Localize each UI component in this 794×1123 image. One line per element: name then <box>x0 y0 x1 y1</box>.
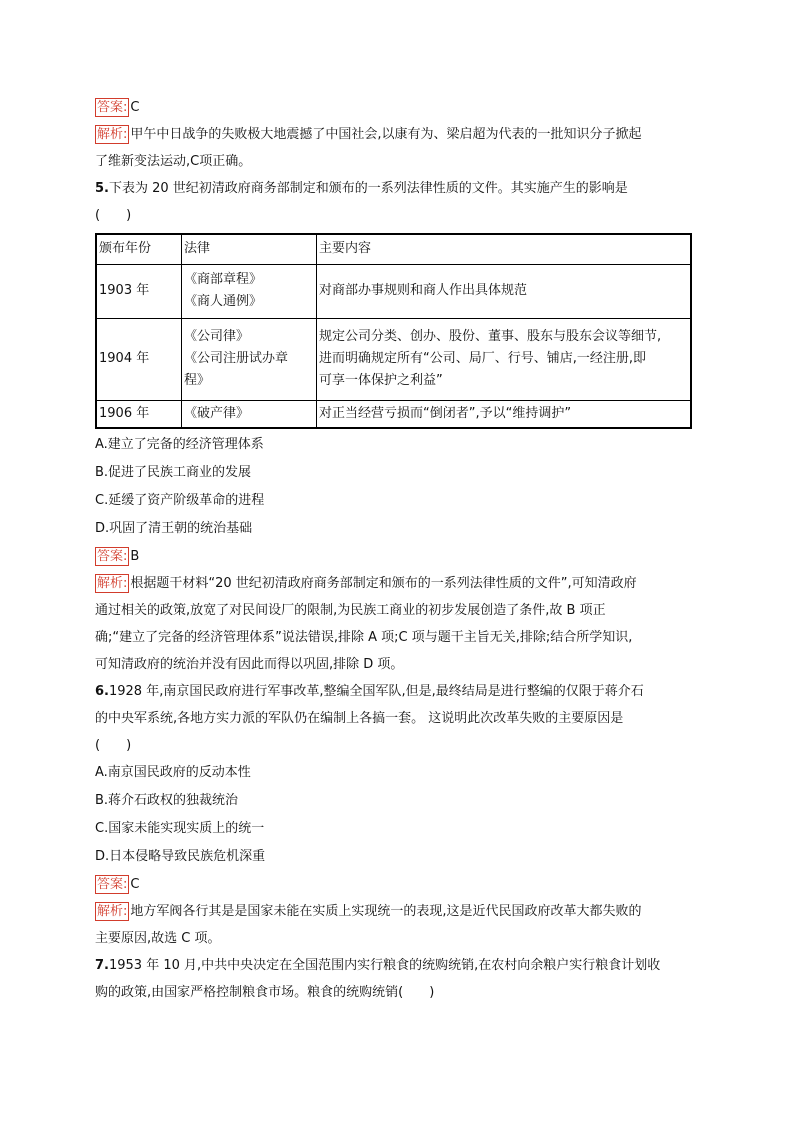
table-cell-laws: 《破产律》 <box>182 400 317 428</box>
q6-stem <box>95 678 700 705</box>
stem-text: 下表为 20 世纪初清政府商务部制定和颁布的一系列法律性质的文件。其实施产生的影响是 <box>108 181 628 196</box>
analysis-text: 主要原因,故选 C 项。 <box>95 931 221 946</box>
question-number: 5. <box>95 181 109 196</box>
table-row <box>96 264 691 318</box>
answer-value: B <box>130 549 140 564</box>
table-header: 颁布年份 <box>96 234 182 264</box>
stem-text: 1928 年,南京国民政府进行军事改革,整编全国军队,但是,最终结局是进行整编的仅限于蒋介石 <box>108 684 644 699</box>
stem-text: 的中央军系统,各地方实力派的军队仍在编制上各搞一套。 这说明此次改革失败的主要原因是 <box>95 711 624 726</box>
answer-value: C <box>130 877 140 892</box>
analysis-tag: 解析: <box>97 576 128 591</box>
analysis-text: 可知清政府的统治并没有因此而得以巩固,排除 D 项。 <box>95 657 404 672</box>
analysis-tag: 解析: <box>97 127 128 142</box>
table-cell-content <box>317 318 692 400</box>
table-cell-laws <box>182 264 317 318</box>
analysis-text: 确;“建立了完备的经济管理体系”说法错误,排除 A 项;C 项与题干主旨无关,排除;结合所学知识, <box>95 630 633 645</box>
option-b: B.促进了民族工商业的发展 <box>95 465 252 480</box>
law-name: 《商人通例》 <box>184 294 263 309</box>
option-d: D.日本侵略导致民族危机深重 <box>95 849 266 864</box>
law-name: 《商部章程》 <box>184 272 263 287</box>
answer-blank: ( ) <box>95 208 132 223</box>
table-cell-content: 对商部办事规则和商人作出具体规范 <box>317 264 692 318</box>
law-name: 程》 <box>184 373 211 388</box>
option-c: C.国家未能实现实质上的统一 <box>95 821 265 836</box>
q6-answer <box>95 871 700 898</box>
stem-text: 购的政策,由国家严格控制粮食市场。粮食的统购统销( ) <box>95 985 435 1000</box>
q6-analysis <box>95 898 700 925</box>
table-header: 法律 <box>182 234 317 264</box>
table-cell-laws <box>182 318 317 400</box>
content-line: 可享一体保护之利益” <box>319 373 443 388</box>
table-header-row <box>96 234 691 264</box>
q5-answer <box>95 543 700 570</box>
answer-tag: 答案: <box>97 877 128 892</box>
analysis-text: 通过相关的政策,放宽了对民间设厂的限制,为民族工商业的初步发展创造了条件,故 B 项正 <box>95 603 606 618</box>
table-cell-year: 1904 年 <box>96 318 182 400</box>
table-row <box>96 400 691 428</box>
option-d: D.巩固了清王朝的统治基础 <box>95 521 253 536</box>
table-cell-content: 对正当经营亏损而“倒闭者”,予以“维持调护” <box>317 400 692 428</box>
option-b: B.蒋介石政权的独裁统治 <box>95 793 239 808</box>
analysis-text: 了维新变法运动,C项正确。 <box>95 154 252 169</box>
option-c: C.延缓了资产阶级革命的进程 <box>95 493 265 508</box>
q4-analysis <box>95 121 700 148</box>
laws-table <box>95 233 692 429</box>
analysis-tag: 解析: <box>97 904 128 919</box>
law-name: 《公司律》 <box>184 329 250 344</box>
analysis-text: 地方军阀各行其是是国家未能在实质上实现统一的表现,这是近代民国政府改革大都失败的 <box>130 904 642 919</box>
stem-text: 1953 年 10 月,中共中央决定在全国范围内实行粮食的统购统销,在农村向余粮户实行粮食计划收 <box>108 958 661 973</box>
answer-tag: 答案: <box>97 549 128 564</box>
law-name: 《公司注册试办章 <box>184 351 289 366</box>
table-header: 主要内容 <box>317 234 692 264</box>
content-line: 规定公司分类、创办、股份、董事、股东与股东会议等细节, <box>319 329 662 344</box>
analysis-text: 甲午中日战争的失败极大地震撼了中国社会,以康有为、梁启超为代表的一批知识分子掀起 <box>130 127 642 142</box>
table-row <box>96 318 691 400</box>
question-number: 6. <box>95 684 109 699</box>
q4-answer <box>95 94 700 121</box>
question-number: 7. <box>95 958 109 973</box>
answer-value: C <box>130 100 140 115</box>
content-line: 进而明确规定所有“公司、局厂、行号、铺店,一经注册,即 <box>319 351 646 366</box>
q5-stem <box>95 175 700 202</box>
answer-blank: ( ) <box>95 738 132 753</box>
option-a: A.南京国民政府的反动本性 <box>95 765 251 780</box>
q7-stem <box>95 952 700 979</box>
q5-analysis <box>95 570 700 597</box>
table-cell-year: 1903 年 <box>96 264 182 318</box>
table-cell-year: 1906 年 <box>96 400 182 428</box>
document-page <box>95 94 700 1006</box>
option-a: A.建立了完备的经济管理体系 <box>95 437 264 452</box>
analysis-text: 根据题干材料“20 世纪初清政府商务部制定和颁布的一系列法律性质的文件”,可知清政府 <box>130 576 637 591</box>
answer-tag: 答案: <box>97 100 128 115</box>
